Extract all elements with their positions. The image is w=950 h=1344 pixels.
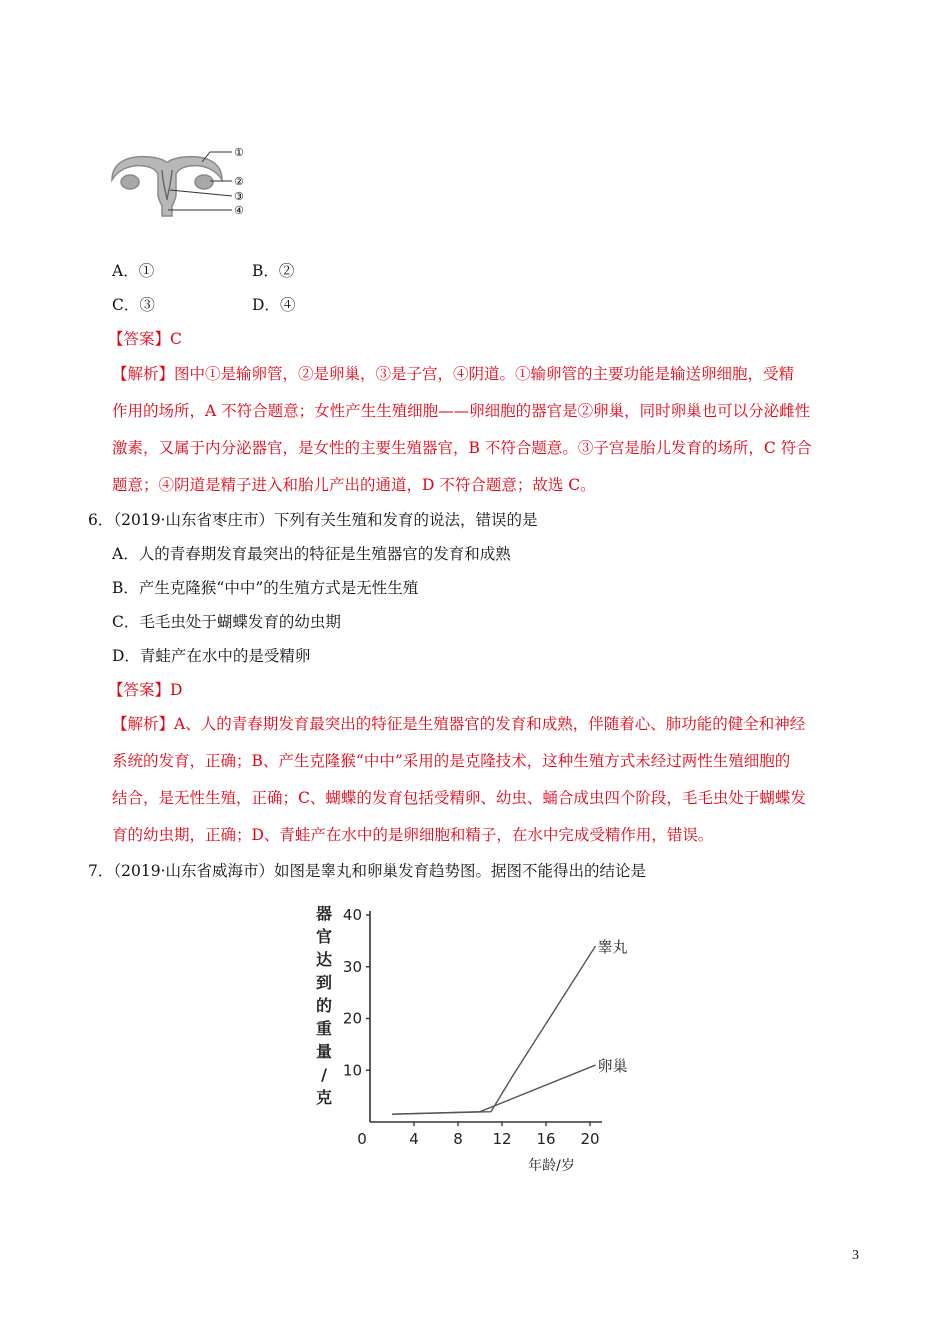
q6-stem: 6．（2019·山东省枣庄市）下列有关生殖和发育的说法，错误的是 (88, 511, 538, 529)
female-reproductive-system-figure (106, 140, 266, 225)
y-label-char: 到 (315, 973, 333, 992)
q5-option-d (252, 295, 295, 315)
q5-option-c (112, 295, 155, 315)
series-line-1 (392, 946, 596, 1114)
x-tick-label: 12 (492, 1130, 512, 1148)
y-tick-label: 30 (342, 957, 362, 976)
y-tick-label: 20 (342, 1009, 362, 1028)
option-letter: A． (112, 262, 139, 280)
option-text: ① (138, 262, 155, 280)
uterus-drawing (112, 157, 222, 216)
q6-option-a: A．人的青春期发育最突出的特征是生殖器官的发育和成熟 (112, 545, 511, 563)
figure-label-1: ① (234, 146, 244, 159)
q6-option-c: C．毛毛虫处于蝴蝶发育的幼虫期 (112, 613, 341, 631)
x-tick-label: 16 (536, 1130, 556, 1148)
organ-weight-chart (300, 895, 630, 1185)
option-text: ④ (279, 296, 296, 314)
q5-explanation-line-3: 激素，又属于内分泌器官，是女性的主要生殖器官，B 不符合题意。③子宫是胎儿发育的场所，C 符合 (112, 439, 812, 457)
q5-answer: 【答案】C (108, 330, 182, 348)
series-label-2: 卵巢 (597, 1057, 628, 1076)
x-tick-label: 8 (453, 1130, 463, 1148)
y-label-char: 器 (315, 904, 333, 923)
q6-option-d: D．青蛙产在水中的是受精卵 (112, 647, 311, 665)
q6-explanation-line-1: 【解析】A、人的青春期发育最突出的特征是生殖器官的发育和成熟，伴随着心、肺功能的健全和神经 (112, 715, 806, 733)
y-tick-label: 10 (342, 1061, 362, 1080)
series-label-1: 睾丸 (597, 938, 628, 957)
x-tick-label: 4 (409, 1130, 419, 1148)
q6-option-b: B．产生克隆猴“中中”的生殖方式是无性生殖 (112, 579, 419, 597)
y-label-char: 重 (315, 1019, 333, 1038)
q5-explanation-line-4: 题意；④阴道是精子进入和胎儿产出的通道，D 不符合题意；故选 C。 (112, 476, 596, 494)
y-label-char: 量 (315, 1042, 333, 1061)
y-axis-label (315, 904, 332, 1107)
y-label-char: 官 (315, 927, 333, 946)
y-label-char: 达 (315, 950, 333, 969)
page-number: 3 (852, 1248, 859, 1263)
option-letter: D． (252, 296, 280, 314)
y-label-char: 克 (315, 1088, 333, 1107)
q5-explanation-line-1: 【解析】图中①是输卵管，②是卵巢，③是子宫，④阴道。①输卵管的主要功能是输送卵细胞，受精 (112, 365, 795, 383)
option-letter: B． (252, 262, 279, 280)
q6-explanation-line-4: 育的幼虫期，正确；D、青蛙产在水中的是卵细胞和精子，在水中完成受精作用，错误。 (112, 826, 714, 844)
option-text: ③ (139, 296, 155, 314)
option-text: ② (278, 262, 295, 280)
q7-stem: 7．（2019·山东省威海市）如图是睾丸和卵巢发育趋势图。据图不能得出的结论是 (88, 862, 646, 880)
y-label-char: / (321, 1065, 327, 1084)
figure-label-2: ② (234, 175, 244, 188)
y-tick-label: 40 (342, 906, 362, 924)
option-letter: C． (112, 296, 140, 314)
q5-explanation-line-2: 作用的场所，A 不符合题意；女性产生生殖细胞——卵细胞的器官是②卵巢，同时卵巢也可以分泌雌性 (112, 402, 811, 420)
y-label-char: 的 (315, 996, 333, 1015)
figure-label-3: ③ (234, 190, 244, 203)
figure-label-4: ④ (234, 204, 244, 217)
x-tick-label: 20 (580, 1130, 600, 1148)
q5-option-a (112, 261, 154, 281)
q6-answer: 【答案】D (108, 681, 183, 699)
q6-explanation-line-2: 系统的发育，正确；B、产生克隆猴“中中”采用的是克隆技术，这种生殖方式未经过两性生殖细胞的 (112, 752, 791, 770)
x-tick-label: 0 (357, 1130, 367, 1148)
x-axis-label: 年龄/岁 (528, 1158, 575, 1174)
q5-option-b (252, 261, 294, 281)
q6-explanation-line-3: 结合，是无性生殖，正确；C、蝴蝶的发育包括受精卵、幼虫、蛹合成虫四个阶段，毛毛虫处于蝴蝶发 (112, 789, 806, 807)
